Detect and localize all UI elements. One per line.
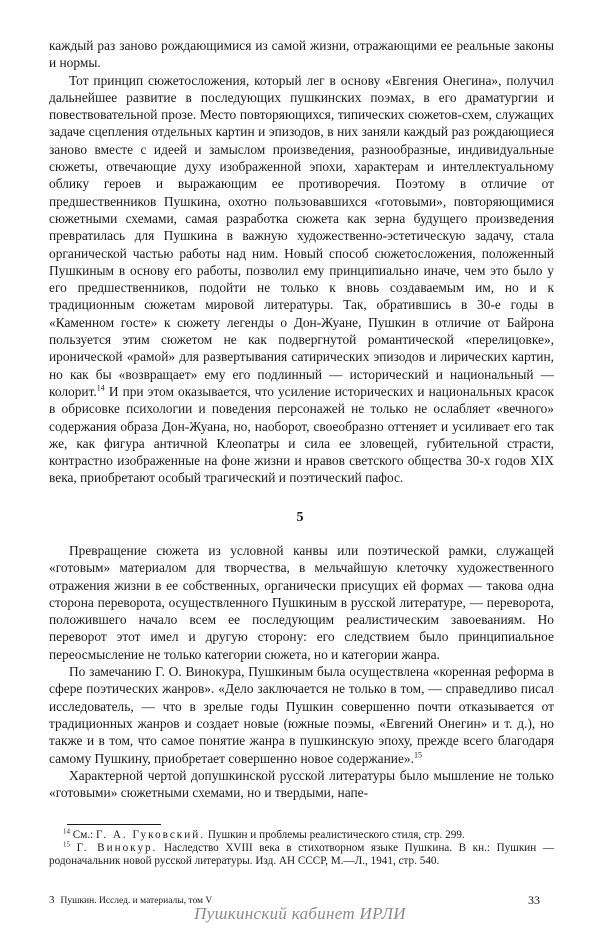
footnote-ref[interactable]: 15: [413, 750, 422, 760]
footnote-divider: [67, 824, 161, 825]
footnotes: [49, 829, 554, 868]
section-5-body: [49, 542, 554, 801]
paragraph: Характерной чертой допушкинской русской литературы было мышление не только «готовыми» сюжетными схемами, но и твердыми, напе-: [49, 767, 554, 801]
footnote-ref[interactable]: 14: [96, 383, 105, 393]
footnote: $^{15}$ Г. Винокур. Наследство XVIII века в стихотворном языке Пушкина. В кн.: Пушкин — родоначальник новой русской литературы. Изд. АН СССР, М.—Л., 1941, стр. 540.: [49, 840, 555, 867]
page-number: 33: [528, 893, 540, 907]
section-number: 5: [296, 510, 304, 525]
paragraph: каждый раз заново рождающимися из самой жизни, отражающими ее реальные законы и нормы.: [49, 38, 554, 71]
section-4-body: [49, 37, 554, 487]
watermark: Пушкинский кабинет ИРЛИ: [194, 904, 406, 923]
paragraph: По замечанию Г. О. Винокура, Пушкиным была осуществлена «коренная реформа в сфере поэтических жанров». «Дело заключается не только в том, — справедливо писал исследователь, — что в зрелые годы Пушкин совершенно почти отказывается от традиционных жанров и создает новые (южные поэмы, «Евгений Онегин» и т. д.), но также и в том, что самое понятие жанра в пушкинскую эпоху, прежде всего благодаря самому Пушкину, приобретает совершенно новое содержание».$^{15}$: [49, 664, 554, 766]
printer-signature: 3 Пушкин. Исслед. и материалы, том V: [49, 894, 213, 906]
paragraph: Превращение сюжета из условной канвы или поэтической рамки, служащей «готовым» материалом для творчества, в мельчайшую клеточку художественного отражения жизни в ее собственных, органически присущих ей формах — такова одна сторона переворота, осуществленного Пушкиным в русской литературе, — переворота, положившего начало всем ее последующим реалистическим завоеваниям. Но переворот этот имел и другую сторону: его следствием было принципиальное переосмысление не только категории сюжета, но и категории жанра.: [49, 543, 554, 662]
paragraph: Тот принцип сюжетосложения, который лег в основу «Евгения Онегина», получил дальнейшее развитие в последующих пушкинских поэмах, в его драматургии и повествовательной прозе. Место повторяющихся, типических сюжетов-схем, служащих задаче сцепления отдельных картин и эпизодов, в них заняли каждый раз рождающиеся заново вместе с идеей и замыслом произведения, разнообразные, индивидуальные сюжеты, отвечающие духу изображенной эпохи, характерам и интеллектуальному облику героев и выражающим ее противоречия. Поэтому в отличие от предшественников Пушкина, охотно пользовавшихся «готовыми», повторяющимися сюжетными схемами, самая разработка сюжета как зерна будущего произведения превратилась для Пушкина в важную художественно-эстетическую задачу, стала органической частью работы над ним. Новый способ сюжетосложения, положенный Пушкиным в основу его работы, позволил ему принципиально иначе, чем это было у его предшественников, подойти не только к вновь создаваемым им, но и к традиционным сюжетам мировой литературы. Так, обратившись в 30-е годы в «Каменном госте» к сюжету легенды о Дон-Жуане, Пушкин в отличие от Байрона пользуется этим сюжетом не как подвергнутой романтической «перелицовке», иронической «рамой» для развертывания сатирических эпизодов и лирических картин, но как бы «возвращает» ему его подлинный — исторический и национальный — колорит.$^{14}$ И при этом оказывается, что усиление исторических и национальных красок в обрисовке психологии и поведения персонажей не только не ослабляет «вечного» содержания образа Дон-Жуана, но, наоборот, своеобразно оттеняет и усиливает его так же, как фигура античной Клеопатры и сила ее зловещей, губительной страсти, контрастно изображенные на фоне жизни и нравов светского общества 30-х годов XIX века, приобретают особый трагический и поэтический пафос.: [49, 72, 554, 486]
footnote: $^{14}$ См.: Г. А. Гуковский. Пушкин и проблемы реалистического стиля, стр. 299.: [63, 827, 465, 841]
